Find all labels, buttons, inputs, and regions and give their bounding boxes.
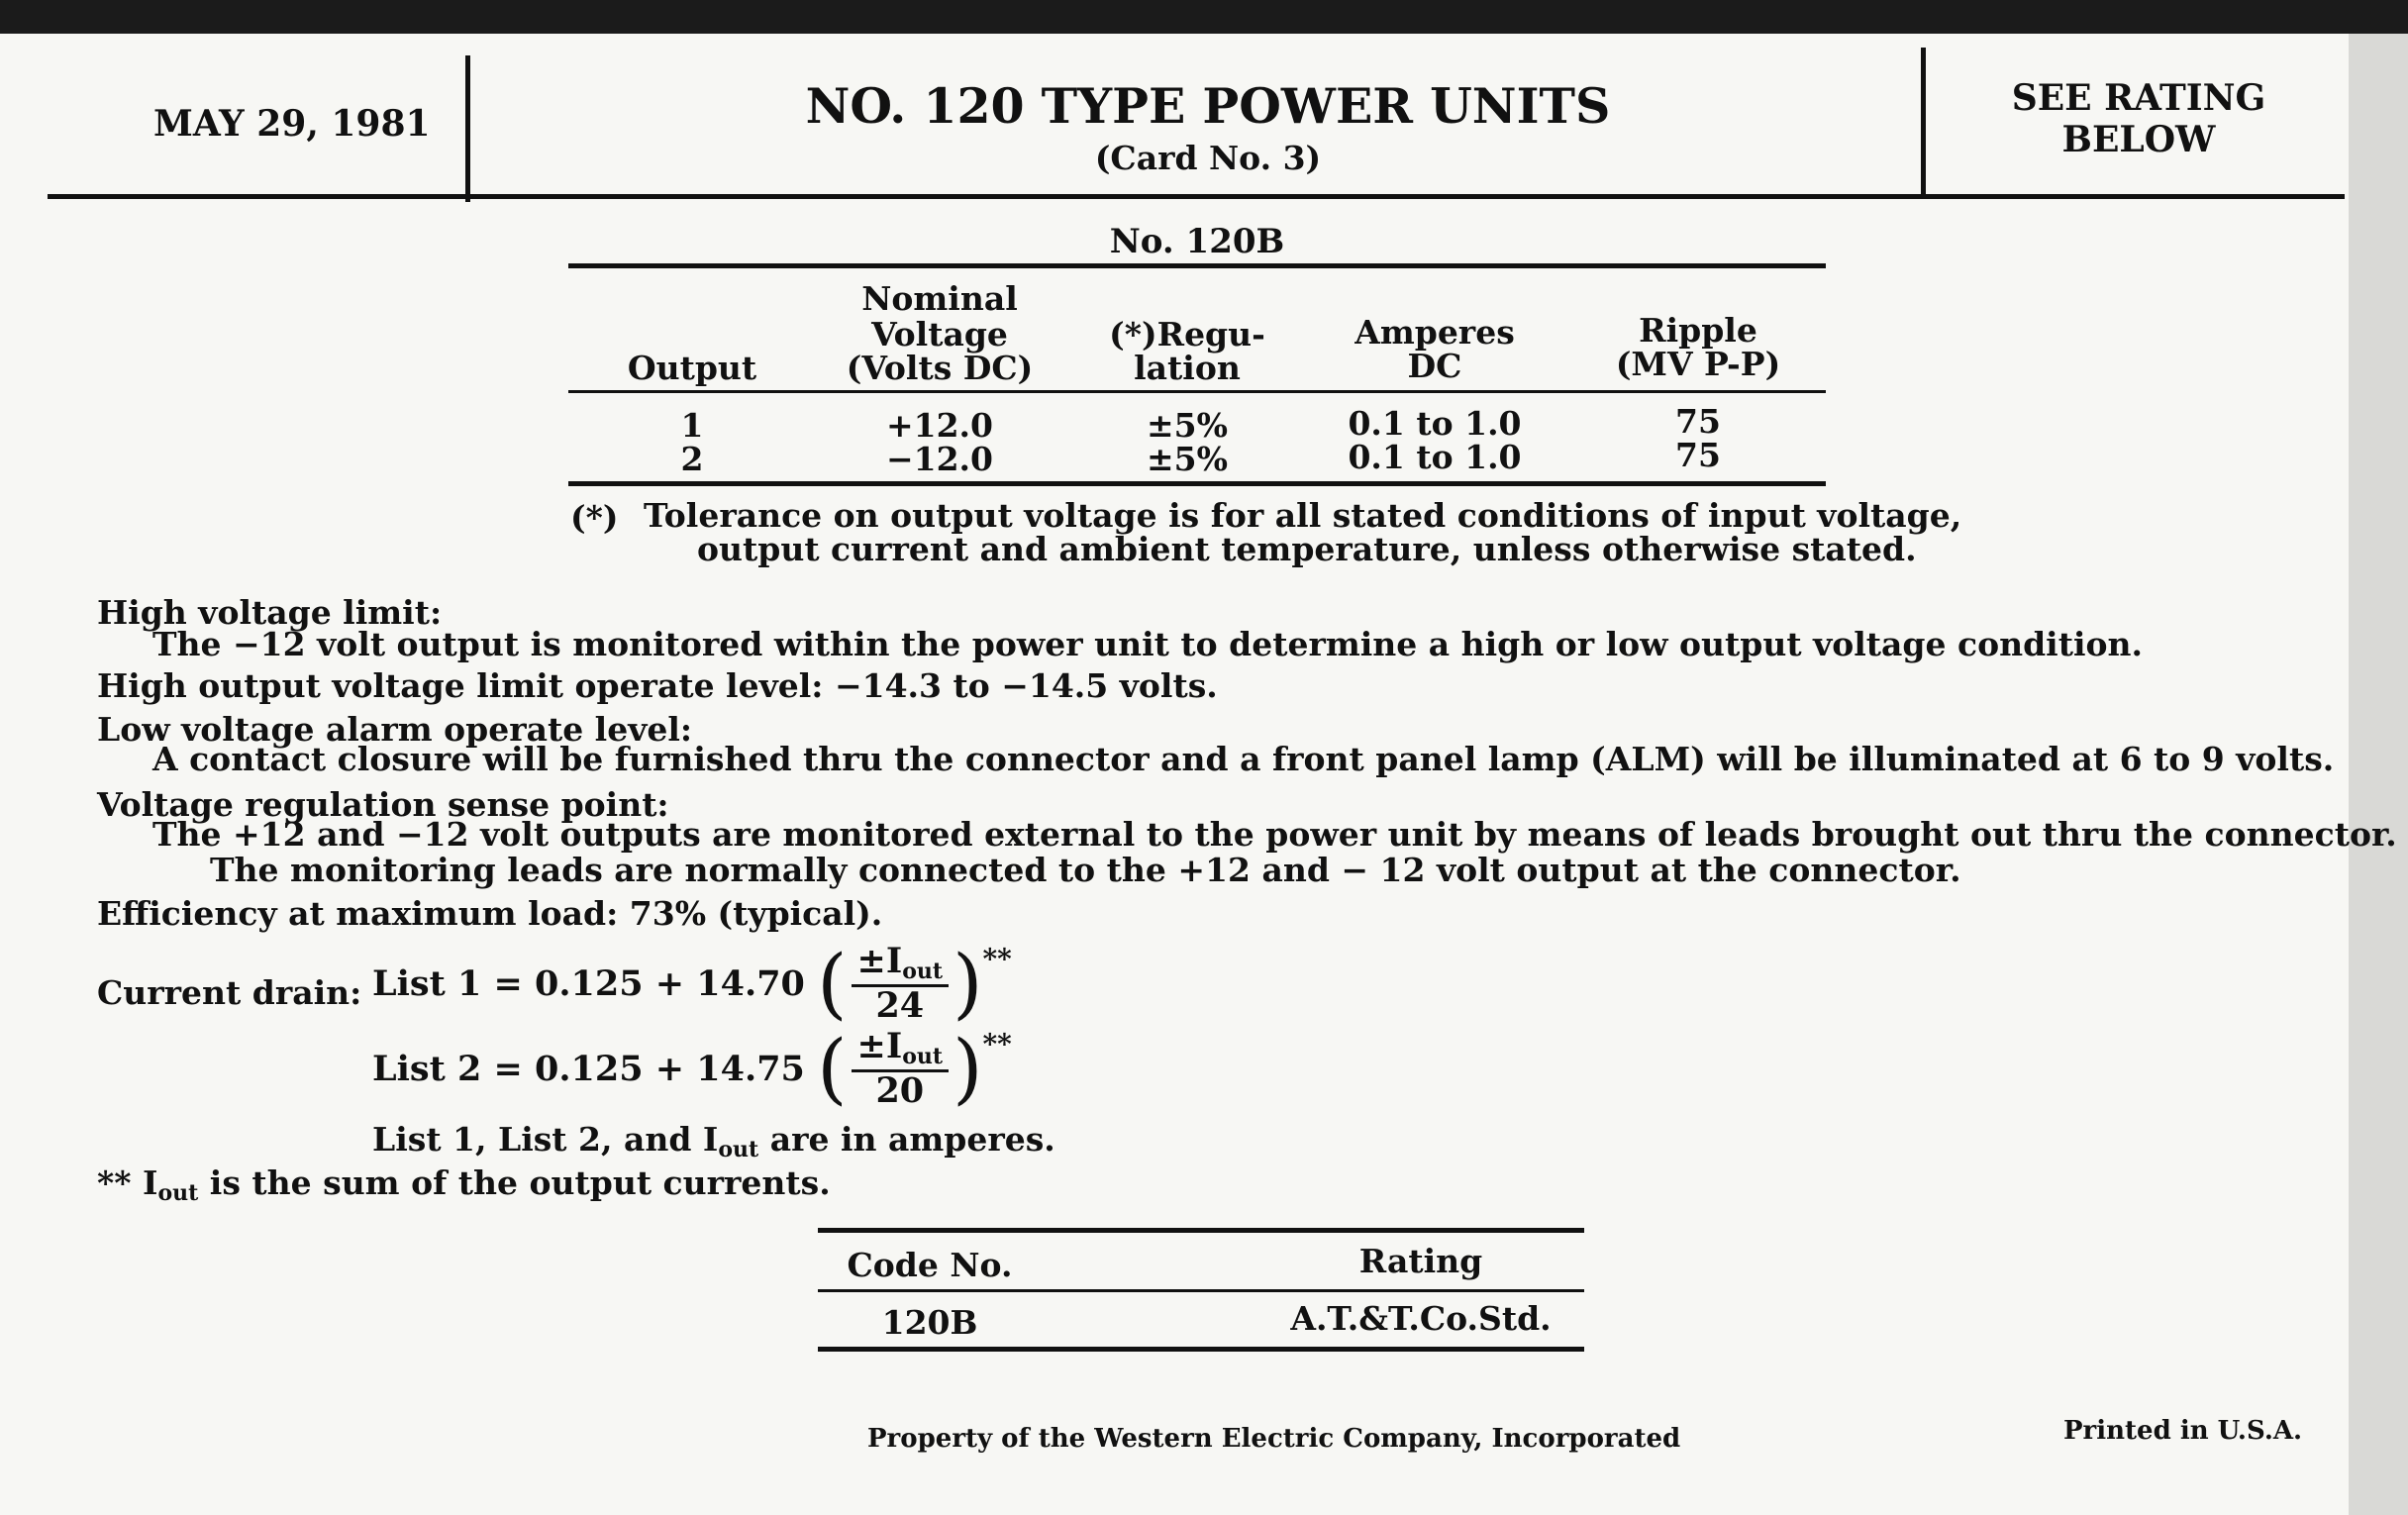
list2-denominator: 20 <box>875 1070 925 1111</box>
card-edge <box>2349 34 2408 1515</box>
low-alarm-text: A contact closure will be furnished thru the connector and a front panel lamp (ALM) will be illuminated at 6 to 9 volts. <box>152 740 2335 778</box>
current-drain-list2 <box>372 1024 1012 1114</box>
high-limit-heading: High voltage limit: <box>97 593 443 632</box>
list2-open-paren: ( <box>817 1024 848 1114</box>
row2-amperes: 0.1 to 1.0 <box>1348 438 1522 476</box>
rating-table-top-rule <box>818 1228 1584 1233</box>
sense-heading: Voltage regulation sense point: <box>97 785 669 824</box>
current-drain-units: List 1, List 2, and Iout are in amperes. <box>372 1120 1055 1162</box>
row1-ripple: 75 <box>1675 402 1721 441</box>
list2-exponent: ** <box>982 1028 1012 1060</box>
list1-open-paren: ( <box>817 939 848 1029</box>
list2-lhs: List 2 = 0.125 + 14.75 <box>372 1049 805 1089</box>
spec-table-bottom-rule <box>568 481 1826 486</box>
spec-table-top-rule <box>568 263 1826 268</box>
list1-denominator: 24 <box>875 985 925 1026</box>
col-header-voltage-2: Voltage <box>871 315 1008 354</box>
list1-num-subscript: out <box>902 959 944 984</box>
row2-output: 2 <box>680 440 704 478</box>
sense-text1: The +12 and −12 volt outputs are monitored external to the power unit by means of leads brought out thru the connector. <box>152 815 2397 854</box>
current-drain-list1 <box>372 939 1012 1029</box>
footer-property: Property of the Western Electric Company, Incorporated <box>867 1424 1681 1454</box>
footer-printed: Printed in U.S.A. <box>2063 1416 2303 1446</box>
low-alarm-heading: Low voltage alarm operate level: <box>97 710 693 749</box>
list1-numerator: ±I <box>856 941 903 981</box>
current-drain-label: Current drain: <box>97 973 362 1012</box>
row1-amperes: 0.1 to 1.0 <box>1348 404 1522 443</box>
col-header-regulation-2: lation <box>1134 349 1241 387</box>
row2-regulation: ±5% <box>1147 440 1228 478</box>
footnote-line1: Tolerance on output voltage is for all stated conditions of input voltage, <box>644 496 1962 535</box>
rating-row1-code: 120B <box>881 1303 978 1342</box>
col-header-amperes-1: Amperes <box>1354 313 1515 352</box>
col-header-voltage-3: (Volts DC) <box>846 349 1034 387</box>
high-limit-text: The −12 volt output is monitored within the power unit to determine a high or low output voltage condition. <box>152 625 2143 663</box>
efficiency: Efficiency at maximum load: 73% (typical). <box>97 894 883 933</box>
list1-exponent: ** <box>982 943 1012 975</box>
rating-table-header-rule <box>818 1289 1584 1292</box>
row1-regulation: ±5% <box>1147 406 1228 445</box>
col-header-ripple-2: (MV P-P) <box>1615 345 1781 383</box>
spec-table-caption: No. 120B <box>1109 222 1285 261</box>
row2-ripple: 75 <box>1675 436 1721 474</box>
col-header-regulation-1: (*)Regu- <box>1109 315 1265 354</box>
header-rule <box>48 194 2345 199</box>
page-subtitle: (Card No. 3) <box>1094 139 1322 177</box>
rating-col-header-rating: Rating <box>1358 1242 1483 1280</box>
rating-col-header-code: Code No. <box>847 1246 1013 1284</box>
list2-close-paren: ) <box>953 1024 983 1114</box>
list1-close-paren: ) <box>953 939 983 1029</box>
rating-row1-rating: A.T.&T.Co.Std. <box>1290 1299 1552 1338</box>
row1-voltage: +12.0 <box>885 406 994 445</box>
page-title: NO. 120 TYPE POWER UNITS <box>805 77 1611 135</box>
list1-lhs: List 1 = 0.125 + 14.70 <box>372 963 805 1004</box>
iout-note: ** Iout is the sum of the output currents. <box>97 1163 831 1206</box>
list2-fraction <box>852 1028 950 1110</box>
col-header-voltage-1: Nominal <box>861 279 1018 318</box>
rating-note-line2: BELOW <box>2061 119 2216 160</box>
high-limit-level: High output voltage limit operate level: −14.3 to −14.5 volts. <box>97 666 1218 705</box>
footnote-mark: (*) <box>570 498 619 537</box>
spec-table-header-rule <box>568 390 1826 393</box>
header-divider-right <box>1921 48 1926 194</box>
header-divider-left <box>465 55 470 202</box>
list1-fraction <box>852 943 950 1025</box>
list2-num-subscript: out <box>902 1044 944 1069</box>
sense-text2: The monitoring leads are normally connected to the +12 and − 12 volt output at the connector. <box>210 851 1961 889</box>
col-header-ripple-1: Ripple <box>1639 311 1757 350</box>
list2-numerator: ±I <box>856 1026 903 1066</box>
footnote-line2: output current and ambient temperature, unless otherwise stated. <box>697 530 1917 568</box>
row1-output: 1 <box>680 406 704 445</box>
col-header-amperes-2: DC <box>1407 347 1462 385</box>
col-header-output: Output <box>627 349 757 387</box>
rating-table-bottom-rule <box>818 1347 1584 1352</box>
header-date: MAY 29, 1981 <box>153 103 431 145</box>
rating-note-line1: SEE RATING <box>2011 77 2266 119</box>
row2-voltage: −12.0 <box>885 440 994 478</box>
